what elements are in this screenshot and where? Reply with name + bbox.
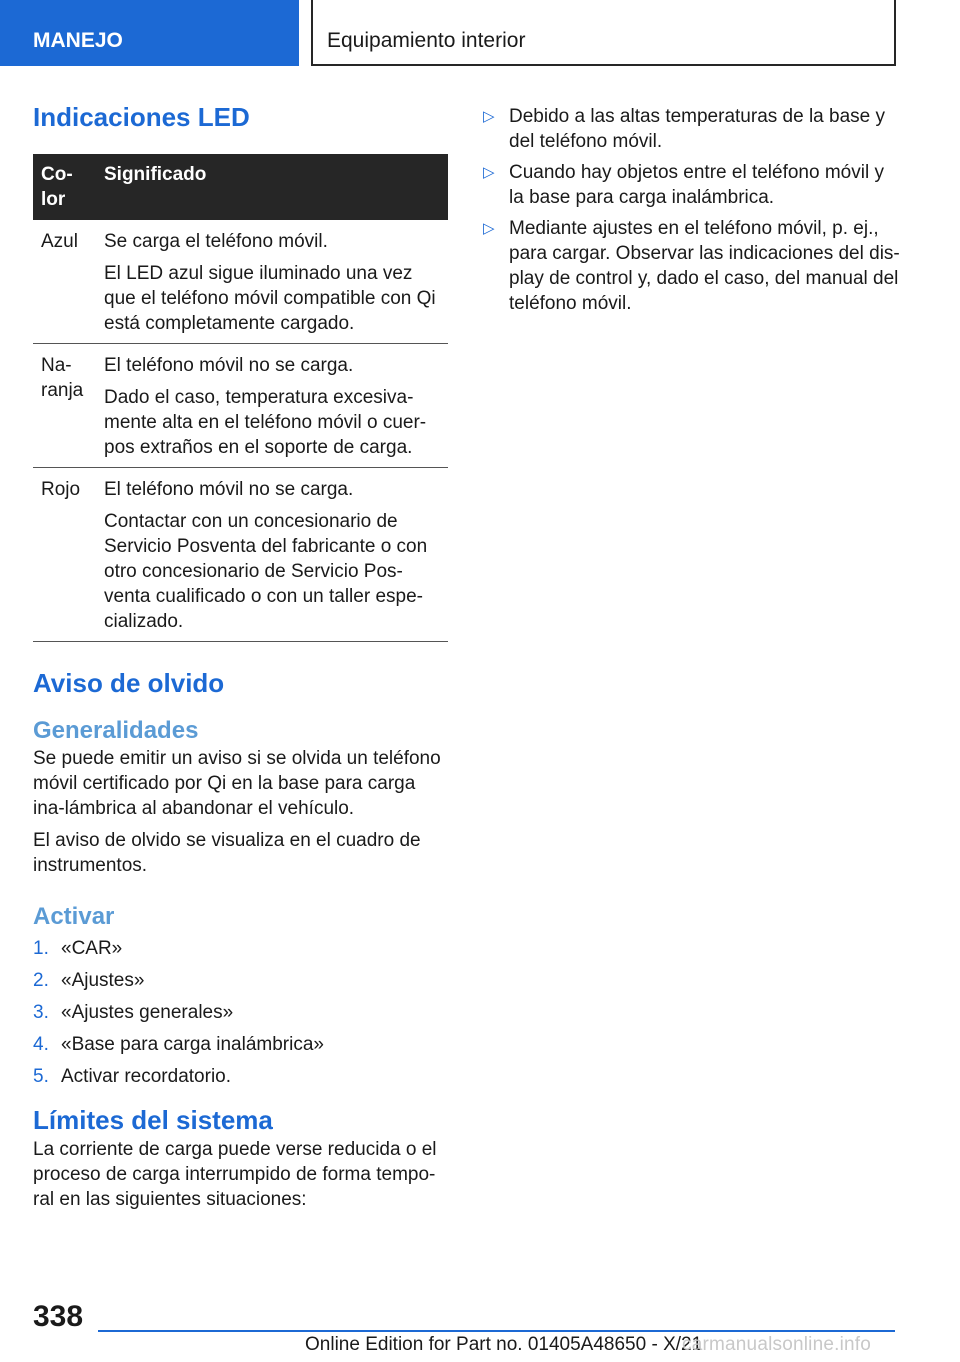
row-meaning-line: Dado el caso, temperatura excesiva-mente alta en el teléfono móvil o cuer-pos extraños en el soporte de carga.: [104, 387, 427, 458]
row-color-label: Rojo: [33, 468, 96, 642]
row-meaning: [96, 220, 448, 344]
row-meaning: [96, 344, 448, 468]
row-color-label: [33, 344, 96, 468]
step-item: [33, 1000, 448, 1025]
step-text: «CAR»: [61, 938, 123, 959]
reminder-heading: Aviso de olvido: [33, 668, 225, 698]
row-color-label-line2: ranja: [41, 380, 84, 401]
limits-list-item: [483, 216, 903, 316]
row-meaning-line: Contactar con un concesionario de Servicio Posventa del fabricante o con otro concesionario de Servicio Pos-venta cualificado o con un taller espe-cializado.: [104, 511, 428, 632]
row-color-label-line1: Na-: [41, 355, 72, 376]
step-item: [33, 1064, 448, 1089]
limits-intro: La corriente de carga puede verse reducida o el proceso de carga interrumpido de forma tempo-ral en las siguientes situaciones:: [33, 1139, 437, 1210]
limits-item-text: Mediante ajustes en el teléfono móvil, p. ej., para cargar. Observar las indicaciones del dis-play de control y, dado el caso, del manual del teléfono móvil.: [509, 218, 900, 314]
step-item: [33, 968, 448, 993]
general-paragraph-1: Se puede emitir un aviso si se olvida un teléfono móvil certificado por Qi en la base para carga ina-lámbrica al abandonar el vehículo.: [33, 748, 441, 819]
led-heading: Indicaciones LED: [33, 102, 250, 132]
step-number: 5.: [33, 1066, 49, 1087]
footer-edition: Online Edition for Part no. 01405A48650 - X/21: [305, 1334, 703, 1355]
page-number: 338: [33, 1300, 84, 1333]
step-item: [33, 1032, 448, 1057]
limits-list: [483, 104, 903, 316]
step-text: «Ajustes»: [61, 970, 145, 991]
header-topic-box: [311, 0, 896, 66]
table-row: [33, 468, 448, 642]
limits-list-item: [483, 160, 903, 210]
watermark: carmanualsonline.info: [682, 1334, 872, 1355]
row-color-label: Azul: [33, 220, 96, 344]
step-text: «Base para carga inalámbrica»: [61, 1034, 324, 1055]
col-header-color: [33, 154, 96, 220]
header-section-tab: [0, 0, 299, 66]
step-item: [33, 936, 448, 961]
table-row: [33, 344, 448, 468]
triangle-right-outline-icon: ▷: [483, 220, 495, 237]
led-table-header: [33, 154, 448, 220]
triangle-right-outline-icon: ▷: [483, 164, 495, 181]
footer-rule: [98, 1330, 895, 1332]
step-text: «Ajustes generales»: [61, 1002, 234, 1023]
step-number: 4.: [33, 1034, 49, 1055]
step-number: 1.: [33, 938, 49, 959]
header-section-label: MANEJO: [33, 29, 123, 52]
limits-list-item: [483, 104, 903, 154]
row-meaning-line: Se carga el teléfono móvil.: [104, 231, 328, 252]
limits-item-text: Cuando hay objetos entre el teléfono móvil y la base para carga inalámbrica.: [509, 162, 884, 208]
step-number: 3.: [33, 1002, 49, 1023]
col-header-color-line1: Co-: [41, 164, 73, 185]
left-column: [33, 100, 448, 1212]
limits-heading: Límites del sistema: [33, 1105, 273, 1135]
header-topic-label: Equipamiento interior: [327, 29, 526, 52]
triangle-right-outline-icon: ▷: [483, 108, 495, 125]
activate-subheading: Activar: [33, 903, 115, 930]
general-subheading: Generalidades: [33, 717, 199, 744]
step-text: Activar recordatorio.: [61, 1066, 232, 1087]
led-table: [33, 154, 448, 642]
row-meaning-line: El teléfono móvil no se carga.: [104, 479, 354, 500]
row-meaning-line: El teléfono móvil no se carga.: [104, 355, 354, 376]
right-column: [483, 104, 903, 322]
limits-item-text: Debido a las altas temperaturas de la base y del teléfono móvil.: [509, 106, 885, 152]
general-paragraph-2: El aviso de olvido se visualiza en el cuadro de instrumentos.: [33, 830, 421, 876]
table-row: [33, 220, 448, 344]
row-meaning-line: El LED azul sigue iluminado una vez que el teléfono móvil compatible con Qi está completamente cargado.: [104, 263, 436, 334]
row-meaning: [96, 468, 448, 642]
col-header-meaning: Significado: [96, 154, 448, 220]
col-header-color-line2: lor: [41, 189, 66, 210]
activate-steps: [33, 936, 448, 1089]
step-number: 2.: [33, 970, 49, 991]
